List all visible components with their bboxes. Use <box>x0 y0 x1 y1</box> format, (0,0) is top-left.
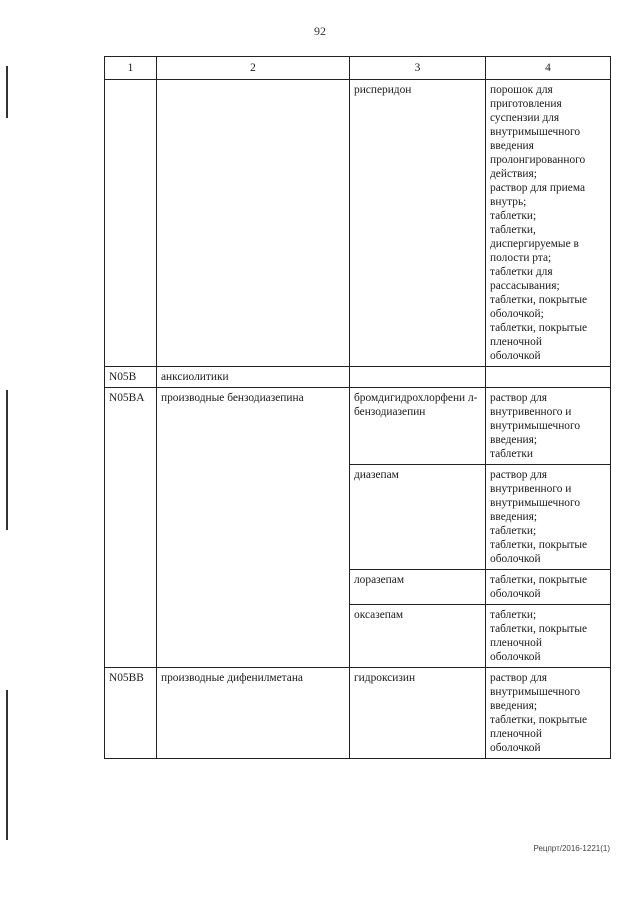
dosage-form-line: оболочкой <box>490 553 541 565</box>
dosage-form-line: суспензии для <box>490 112 560 124</box>
table-row <box>105 668 611 759</box>
drug-name-cell: рисперидон <box>350 80 486 367</box>
dosage-form-line: раствор для <box>490 392 548 404</box>
table-body <box>105 80 611 759</box>
dosage-form-line: внутривенного и <box>490 406 572 418</box>
dosage-form-line: полости рта; <box>490 252 552 264</box>
dosage-form-line: таблетки для <box>490 266 553 278</box>
drug-name-cell: лоразепам <box>350 570 486 605</box>
dosage-form-line: раствор для <box>490 469 548 481</box>
dosage-form-line: внутримышечного <box>490 497 581 509</box>
document-code: Рецпрт/2016-1221(1) <box>533 844 610 853</box>
dosage-form-line: пленочной <box>490 637 542 649</box>
atc-code-cell: N05B <box>105 367 157 388</box>
dosage-form-line: действия; <box>490 168 537 180</box>
drug-name-cell: бромдигидрохлорфени л-бензодиазепин <box>350 388 486 465</box>
header-cell: 1 <box>105 57 157 80</box>
dosage-form-line: таблетки <box>490 448 534 460</box>
group-name-cell <box>157 80 350 367</box>
dosage-form-line: таблетки, покрытые <box>490 539 588 551</box>
dosage-form-line: таблетки; <box>490 525 537 537</box>
dosage-form-line: таблетки, <box>490 224 536 236</box>
scan-margin-line <box>6 390 8 530</box>
dosage-forms-cell <box>486 570 611 605</box>
drug-name-cell <box>350 367 486 388</box>
dosage-form-line: таблетки, покрытые <box>490 322 588 334</box>
group-name-cell: производные дифенилметана <box>157 668 350 759</box>
dosage-form-line: пленочной <box>490 336 542 348</box>
scan-margin-line <box>6 690 8 840</box>
table-header-row <box>105 57 611 80</box>
dosage-form-line: введения; <box>490 434 538 446</box>
header-cell: 3 <box>350 57 486 80</box>
dosage-form-line: введения; <box>490 511 538 523</box>
dosage-forms-cell <box>486 367 611 388</box>
header-cell: 4 <box>486 57 611 80</box>
dosage-forms-cell <box>486 388 611 465</box>
dosage-form-line: диспергируемые в <box>490 238 579 250</box>
drug-name-cell: диазепам <box>350 465 486 570</box>
table-row <box>105 80 611 367</box>
dosage-forms-cell <box>486 465 611 570</box>
atc-code-cell <box>105 80 157 367</box>
header-cell: 2 <box>157 57 350 80</box>
dosage-forms-cell <box>486 80 611 367</box>
dosage-forms-cell <box>486 668 611 759</box>
dosage-form-line: таблетки, покрытые <box>490 714 588 726</box>
dosage-form-line: пленочной <box>490 728 542 740</box>
dosage-form-line: внутримышечного <box>490 420 581 432</box>
dosage-form-line: приготовления <box>490 98 562 110</box>
group-name-cell: производные бензодиазепина <box>157 388 350 668</box>
dosage-form-line: внутрь; <box>490 196 527 208</box>
group-name-cell: анксиолитики <box>157 367 350 388</box>
dosage-forms-cell <box>486 605 611 668</box>
dosage-form-line: раствор для приема <box>490 182 586 194</box>
dosage-form-line: раствор для <box>490 672 548 684</box>
dosage-form-line: таблетки, покрытые <box>490 623 588 635</box>
dosage-form-line: оболочкой <box>490 742 541 754</box>
table-row <box>105 367 611 388</box>
drug-name-cell: оксазепам <box>350 605 486 668</box>
dosage-form-line: порошок для <box>490 84 553 96</box>
dosage-form-line: таблетки, покрытые <box>490 294 588 306</box>
table-row <box>105 388 611 465</box>
dosage-form-line: пролонгированного <box>490 154 586 166</box>
dosage-form-line: оболочкой <box>490 588 541 600</box>
dosage-form-line: введения <box>490 140 534 152</box>
dosage-form-line: внутримышечного <box>490 126 581 138</box>
dosage-form-line: внутривенного и <box>490 483 572 495</box>
atc-code-cell: N05BA <box>105 388 157 668</box>
dosage-form-line: рассасывания; <box>490 280 560 292</box>
dosage-form-line: таблетки; <box>490 609 537 621</box>
medication-table <box>104 56 611 759</box>
dosage-form-line: оболочкой <box>490 350 541 362</box>
dosage-form-line: введения; <box>490 700 538 712</box>
scan-margin-line <box>6 66 8 118</box>
drug-name-cell: гидроксизин <box>350 668 486 759</box>
dosage-form-line: таблетки, покрытые <box>490 574 588 586</box>
page-number: 92 <box>314 24 326 38</box>
dosage-form-line: оболочкой <box>490 651 541 663</box>
dosage-form-line: оболочкой; <box>490 308 544 320</box>
dosage-form-line: внутримышечного <box>490 686 581 698</box>
atc-code-cell: N05BB <box>105 668 157 759</box>
dosage-form-line: таблетки; <box>490 210 537 222</box>
